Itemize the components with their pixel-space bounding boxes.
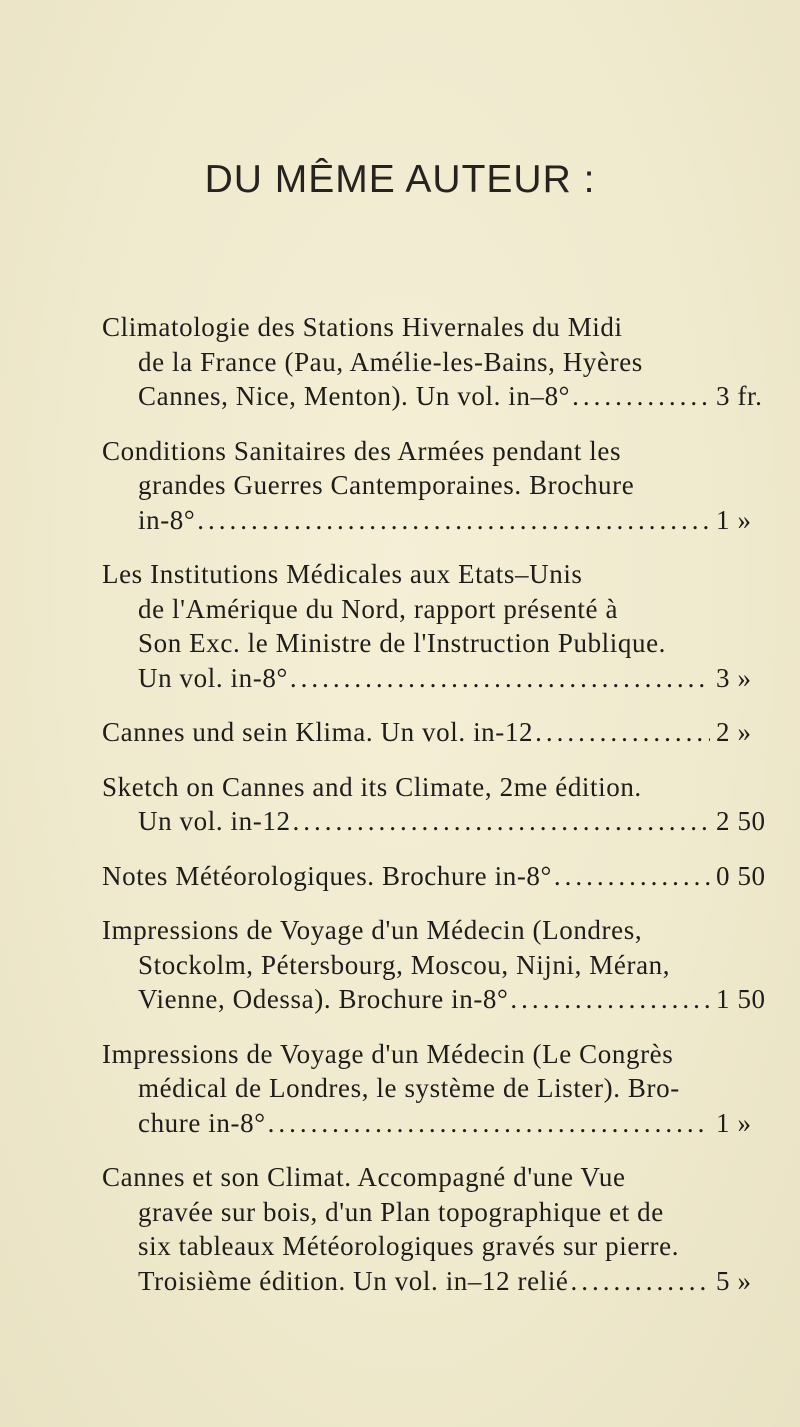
entry-line: Impressions de Voyage d'un Médecin (Londres, [102,915,643,945]
entry-price: 2 » [716,717,752,747]
entry-line: de la France (Pau, Amélie-les-Bains, Hyères [138,346,643,377]
entry-line: Climatologie des Stations Hivernales du Midi [102,312,623,342]
entry-price: 1 » [716,504,752,535]
entry-price: 1 » [716,1107,752,1138]
entry-line: médical de Londres, le système de Lister). Bro- [138,1073,680,1103]
publication-list [102,310,782,1318]
dot-leader [293,804,710,839]
dot-leader [571,1264,710,1299]
dot-leader [535,715,710,750]
entry-price: 2 50 [716,806,766,836]
entry-text: Cannes, Nice, Menton). Un vol. in–8° [138,381,571,411]
entry-line: Conditions Sanitaires des Armées pendant les [102,435,622,466]
entry-line: Son Exc. le Ministre de l'Instruction Publique. [138,628,667,658]
publication-entry [102,1037,782,1141]
entry-price: 0 50 [716,860,766,891]
entry-text: chure in-8° [138,1107,266,1138]
entry-text: in-8° [138,504,196,535]
entry-line: Impressions de Voyage d'un Médecin (Le Congrès [102,1038,674,1069]
entry-line: Les Institutions Médicales aux Etats–Unis [102,559,583,589]
entry-price: 3 fr. [716,381,763,411]
publication-entry [102,770,782,839]
entry-text: Notes Météorologiques. Brochure in-8° [102,860,552,891]
entry-text: Un vol. in-12 [138,806,291,836]
entry-last-line [102,661,782,696]
entry-price: 5 » [716,1265,752,1296]
entry-line: grandes Guerres Cantemporaines. Brochure [138,470,635,500]
publication-entry [102,715,782,750]
entry-last-line [102,804,782,839]
dot-leader [554,859,710,894]
entry-price: 3 » [716,662,752,693]
entry-price: 1 50 [716,984,766,1014]
entry-line: Stockolm, Pétersbourg, Moscou, Nijni, Méran, [138,949,671,980]
entry-line: de l'Amérique du Nord, rapport présenté à [138,593,619,624]
entry-line: gravée sur bois, d'un Plan topographique et de [138,1196,664,1227]
entry-line: six tableaux Météorologiques gravés sur pierre. [138,1231,680,1261]
dot-leader [268,1106,710,1141]
publication-entry [102,859,782,894]
entry-text: Cannes und sein Klima. Un vol. in-12 [102,717,534,747]
publication-entry [102,434,782,538]
dot-leader [290,661,710,696]
entry-last-line [102,859,782,894]
entry-last-line [102,1264,782,1299]
entry-last-line [102,1106,782,1141]
page-heading: DU MÊME AUTEUR : [204,158,596,201]
entry-last-line [102,982,782,1017]
dot-leader [510,982,710,1017]
dot-leader [572,379,710,414]
entry-text: Vienne, Odessa). Brochure in-8° [138,984,509,1014]
entry-last-line [102,715,782,750]
entry-line: Cannes et son Climat. Accompagné d'une Vue [102,1162,626,1192]
entry-text: Un vol. in-8° [138,662,288,693]
publication-entry [102,1160,782,1298]
publication-entry [102,913,782,1017]
entry-last-line [102,503,782,538]
publication-entry [102,310,782,414]
dot-leader [197,503,710,538]
entry-last-line [102,379,782,414]
entry-text: Troisième édition. Un vol. in–12 relié [138,1265,569,1296]
publication-entry [102,557,782,695]
entry-line: Sketch on Cannes and its Climate, 2me édition. [102,771,642,802]
